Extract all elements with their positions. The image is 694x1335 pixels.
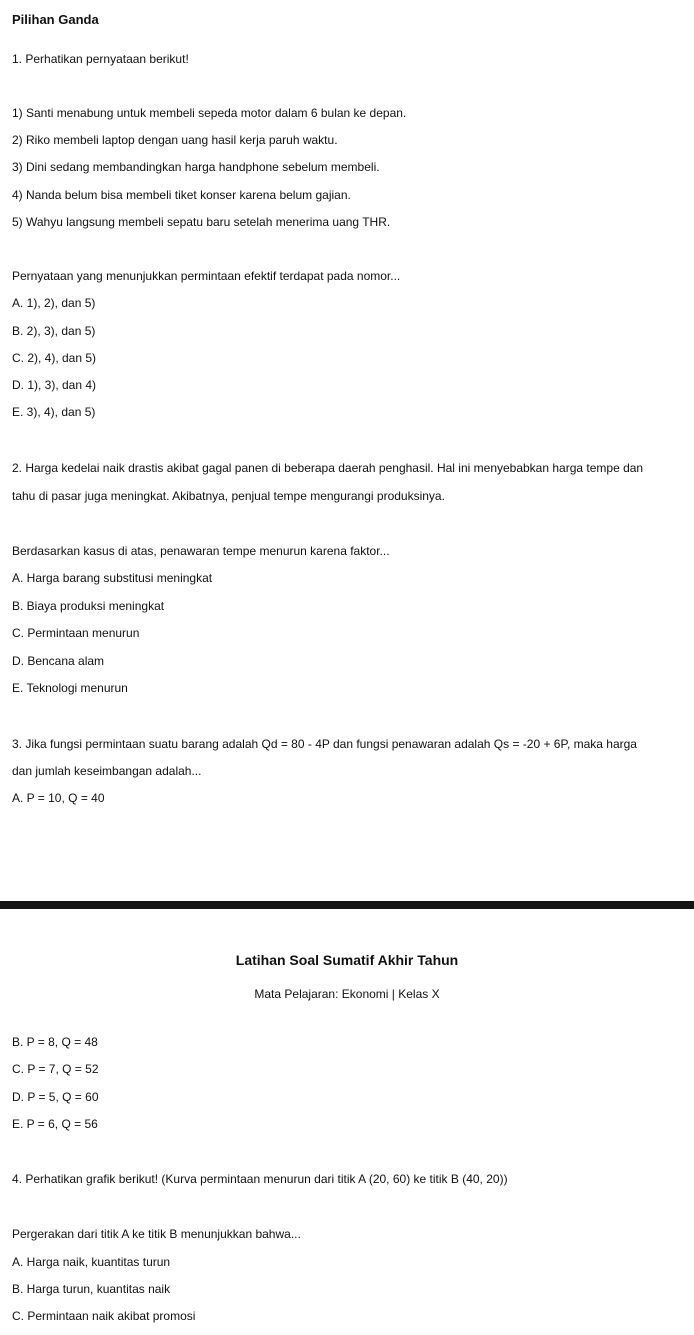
q4-option-a: A. Harga naik, kuantitas turun: [12, 1255, 171, 1269]
q4-option-c: C. Permintaan naik akibat promosi: [12, 1309, 196, 1323]
q1-option-b: B. 2), 3), dan 5): [12, 324, 96, 338]
q1-statement-1: 1) Santi menabung untuk membeli sepeda motor dalam 6 bulan ke depan.: [12, 106, 407, 120]
q1-option-e: E. 3), 4), dan 5): [12, 405, 96, 419]
q4-text: 4. Perhatikan grafik berikut! (Kurva permintaan menurun dari titik A (20, 60) ke titik B (40, 20)): [12, 1172, 508, 1186]
q2-option-d: D. Bencana alam: [12, 654, 105, 668]
q3-text-line1: 3. Jika fungsi permintaan suatu barang adalah Qd = 80 - 4P dan fungsi penawaran adalah Qs = -20 + 6P, maka harga: [12, 737, 637, 751]
section-title: Pilihan Ganda: [12, 12, 99, 27]
q4-question: Pergerakan dari titik A ke titik B menunjukkan bahwa...: [12, 1227, 301, 1241]
page2-subtitle: Mata Pelajaran: Ekonomi | Kelas X: [254, 987, 440, 1001]
q1-intro: 1. Perhatikan pernyataan berikut!: [12, 52, 189, 66]
q3-option-e: E. P = 6, Q = 56: [12, 1117, 98, 1131]
q1-option-a: A. 1), 2), dan 5): [12, 296, 96, 310]
q3-option-c: C. P = 7, Q = 52: [12, 1062, 99, 1076]
q2-question: Berdasarkan kasus di atas, penawaran tempe menurun karena faktor...: [12, 544, 390, 558]
q1-statement-5: 5) Wahyu langsung membeli sepatu baru setelah menerima uang THR.: [12, 215, 391, 229]
q4-option-b: B. Harga turun, kuantitas naik: [12, 1282, 171, 1296]
q1-statement-2: 2) Riko membeli laptop dengan uang hasil kerja paruh waktu.: [12, 133, 338, 147]
q1-statement-3: 3) Dini sedang membandingkan harga handphone sebelum membeli.: [12, 160, 380, 174]
page2-title: Latihan Soal Sumatif Akhir Tahun: [235, 952, 459, 968]
q1-statement-4: 4) Nanda belum bisa membeli tiket konser karena belum gajian.: [12, 188, 351, 202]
q3-text-line2: dan jumlah keseimbangan adalah...: [12, 764, 202, 778]
q1-option-d: D. 1), 3), dan 4): [12, 378, 97, 392]
q1-question: Pernyataan yang menunjukkan permintaan efektif terdapat pada nomor...: [12, 269, 401, 283]
q2-option-e: E. Teknologi menurun: [12, 681, 128, 695]
q3-option-a: A. P = 10, Q = 40: [12, 791, 105, 805]
q3-option-b: B. P = 8, Q = 48: [12, 1035, 98, 1049]
q2-text-line1: 2. Harga kedelai naik drastis akibat gagal panen di beberapa daerah penghasil. Hal ini menyebabkan harga tempe dan: [12, 461, 644, 475]
q2-option-c: C. Permintaan menurun: [12, 626, 140, 640]
page-break-divider: [0, 901, 694, 909]
q1-option-c: C. 2), 4), dan 5): [12, 351, 97, 365]
q3-option-d: D. P = 5, Q = 60: [12, 1090, 99, 1104]
q2-option-a: A. Harga barang substitusi meningkat: [12, 571, 213, 585]
q2-option-b: B. Biaya produksi meningkat: [12, 599, 165, 613]
q2-text-line2: tahu di pasar juga meningkat. Akibatnya, penjual tempe mengurangi produksinya.: [12, 489, 445, 503]
